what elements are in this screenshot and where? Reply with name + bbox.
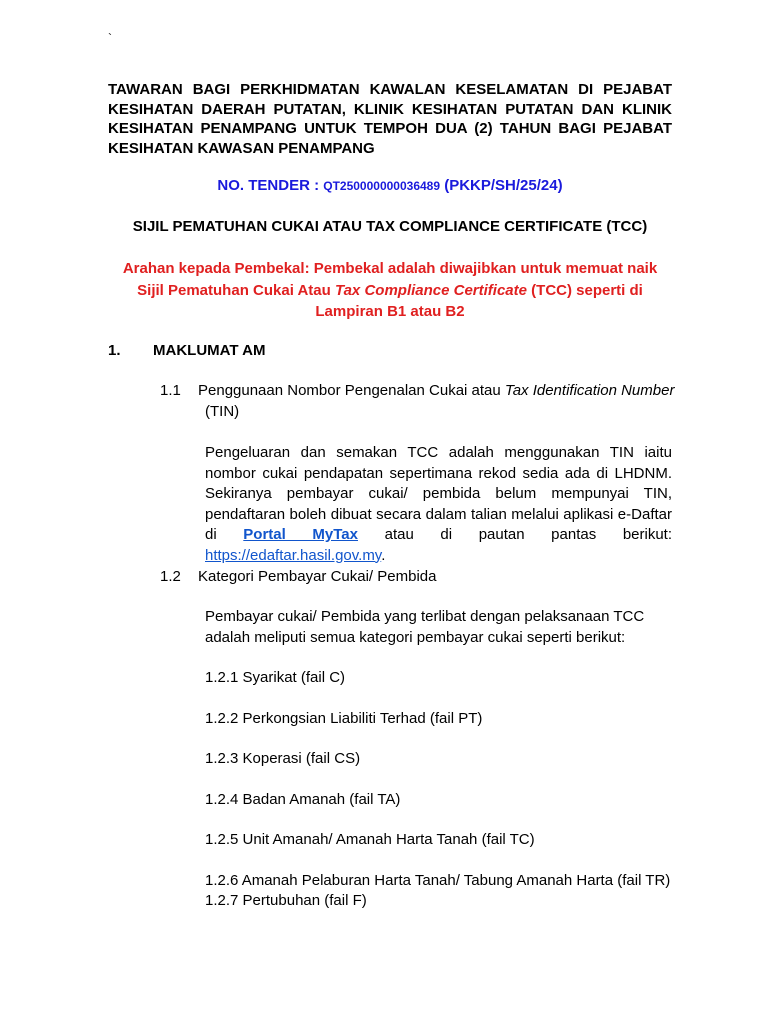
document-title: TAWARAN BAGI PERKHIDMATAN KAWALAN KESELAMATAN DI PEJABAT KESIHATAN DAERAH PUTATAN, KLINIK KESIHATAN PUTATAN DAN KLINIK KESIHATAN PENAMPANG UNTUK TEMPOH DUA (2) TAHUN BAGI PEJABAT KESIHATAN KAWASAN PENAMPANG: [108, 81, 672, 157]
tin-paragraph-end: .: [381, 546, 386, 564]
category-item: 1.2.6 Amanah Pelaburan Harta Tanah/ Tabung Amanah Harta (fail TR): [205, 872, 671, 889]
stray-mark: `: [108, 31, 112, 45]
tin-paragraph-a: Pengeluaran dan semakan TCC adalah menggunakan TIN iaitu nombor cukai pendapatan sepertimana rekod sedia ada di LHDNM. Sekiranya pembayar cukai/ pembida belum mempunyai TIN, pendaftaran boleh dibuat secara dalam talian melalui aplikasi e-Daftar di: [205, 444, 672, 543]
subsection-1-1-number: 1.1: [160, 382, 181, 399]
subsection-1-2-title: Kategori Pembayar Cukai/ Pembida: [198, 568, 437, 585]
section-number: 1.: [108, 342, 121, 359]
portal-mytax-link[interactable]: Portal MyTax: [243, 526, 358, 543]
category-item: 1.2.7 Pertubuhan (fail F): [205, 892, 367, 909]
category-item: 1.2.1 Syarikat (fail C): [205, 669, 346, 686]
tin-paragraph-b: atau di pautan pantas berikut:: [358, 526, 673, 543]
category-item: 1.2.4 Badan Amanah (fail TA): [205, 791, 401, 808]
instruction-italic: Tax Compliance Certificate: [334, 281, 527, 299]
category-item: 1.2.3 Koperasi (fail CS): [205, 750, 361, 767]
subsection-1-1-title-italic: Tax Identification Number: [504, 382, 675, 399]
subsection-1-1-title-cont: (TIN): [205, 403, 240, 420]
instruction-text-a: Arahan kepada Pembekal: Pembekal adalah diwajibkan untuk memuat naik Sijil Pematuhan Cukai Atau: [122, 260, 658, 299]
subsection-1-2-paragraph: Pembayar cukai/ Pembida yang terlibat dengan pelaksanaan TCC adalah meliputi semua kategori pembayar cukai seperti berikut:: [205, 608, 645, 646]
tender-reference: (PKKP/SH/25/24): [444, 177, 563, 194]
tender-label: NO. TENDER :: [217, 177, 320, 194]
section-title: MAKLUMAT AM: [153, 342, 266, 359]
supplier-instruction: [108, 258, 672, 323]
tender-number-line: [108, 176, 672, 196]
tender-number: QT250000000036489: [323, 179, 441, 193]
subsection-1-1-title-a: Penggunaan Nombor Pengenalan Cukai atau: [198, 382, 505, 399]
subsection-1-2-number: 1.2: [160, 568, 181, 585]
category-item: 1.2.5 Unit Amanah/ Amanah Harta Tanah (fail TC): [205, 831, 535, 848]
subsection-1-1-paragraph: [205, 443, 672, 566]
edaftar-url-link[interactable]: https://edaftar.hasil.gov.my: [205, 546, 382, 564]
certificate-heading: SIJIL PEMATUHAN CUKAI ATAU TAX COMPLIANCE CERTIFICATE (TCC): [132, 218, 648, 235]
subsection-1-1-title: [198, 381, 676, 402]
instruction-text-b: (TCC) seperti di Lampiran B1 atau B2: [315, 281, 643, 320]
category-item: 1.2.2 Perkongsian Liabiliti Terhad (fail PT): [205, 710, 483, 727]
